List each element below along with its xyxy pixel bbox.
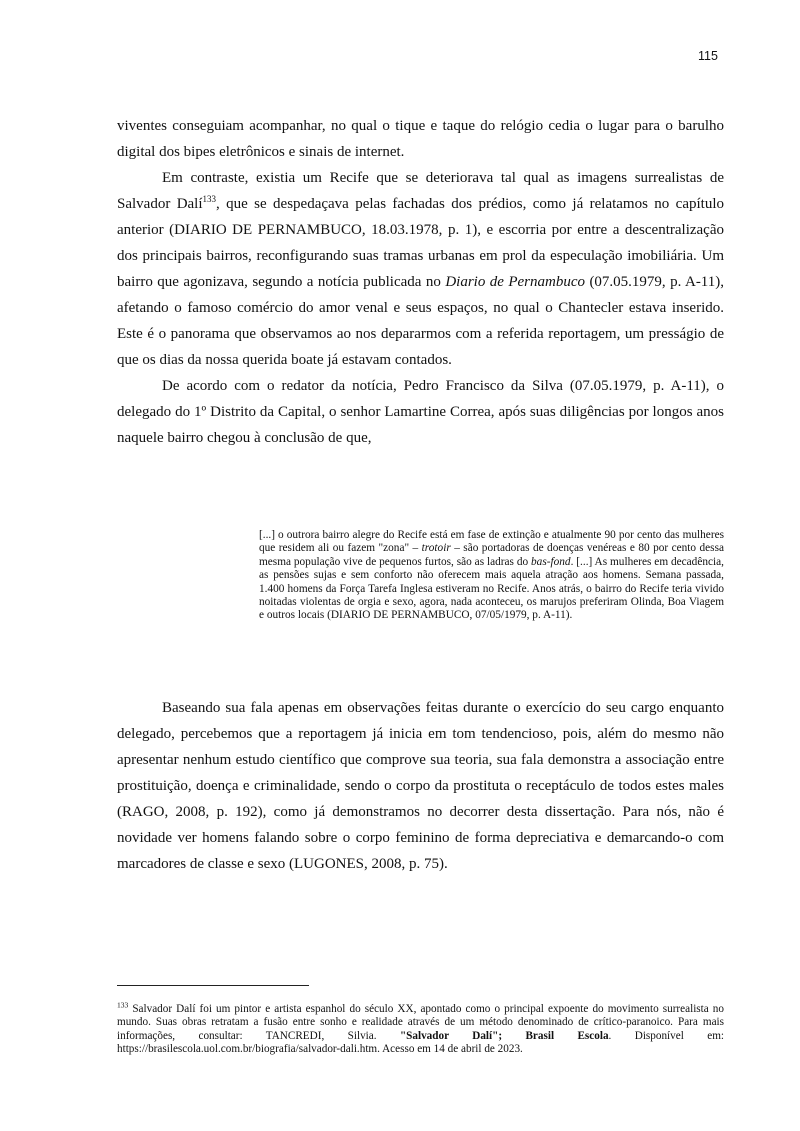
footnote-divider bbox=[117, 985, 309, 986]
footnote-marker: 133 bbox=[117, 1000, 129, 1010]
paragraph-text: De acordo com o redator da notícia, Pedro Francisco da Silva (07.05.1979, p. A-11), o delegado do 1º Distrito da Capital, o senhor Lamartine Correa, após suas diligências por longos anos naquele bairro chegou à conclusão de que, bbox=[117, 378, 724, 446]
quote-segment: . [...] As mulheres em decadência, as pensões sujas e sem conforto não oferecem mais aquela atração aos homens. Semana passada, 1.400 homens da Força Tarefa Inglesa estiveram no Recife. Anos atrás, o bairro do Recife teria vivido noitadas violentas de orgia e sexo, agora, nada aconteceu, os marujos preferiram Olinda, Boa Viagem e outros locais (DIARIO DE PERNAMBUCO, 07/05/1979, p. A-11). bbox=[259, 555, 724, 622]
footnote-segment: Salvador Dalí foi um pintor e artista espanhol do século XX, apontado como o principal expoente do movimento surrealista no mundo. Suas obras retratam a fusão entre sonho e realidade através de um método denominado de crítico-paranoico. Para mais informações, consultar: TANCREDI, Silvia. bbox=[117, 1003, 724, 1042]
footnote-segment[interactable]: . Disponível em: https://brasilescola.uol.com.br/biografia/salvador-dali.htm. Acesso em 14 de abril de 2023. bbox=[117, 1029, 725, 1055]
paragraph-analysis bbox=[117, 695, 724, 877]
paragraph-text: , que se despedaçava pelas fachadas dos prédios, como já relatamos no capítulo anterior (DIARIO DE PERNAMBUCO, 18.03.1978, p. 1), e escorria por entre a descentralização dos principais bairros, reconfigurando suas tramas urbanas em prol da especulação imobiliária. Um bairro que agonizava, segundo a notícia publicada no bbox=[117, 196, 724, 290]
footnote-text bbox=[117, 1000, 725, 1056]
paragraph-redator bbox=[117, 373, 724, 451]
body-text-upper bbox=[117, 113, 724, 451]
paragraph-text: Baseando sua fala apenas em observações feitas durante o exercício do seu cargo enquanto delegado, percebemos que a reportagem já inicia em tom tendencioso, pois, além do mesmo não apresentar nenhum estudo científico que comprove sua teoria, sua fala demonstra a associação entre prostituição, doença e criminalidade, sendo o corpo da prostituta o receptáculo de todos estes males (RAGO, 2008, p. 192), como já demonstramos no decorrer desta dissertação. Para nós, não é novidade ver homens falando sobre o corpo feminino de forma depreciativa e demarcando-o com marcadores de classe e sexo (LUGONES, 2008, p. 75). bbox=[117, 700, 724, 872]
footnote-reference[interactable]: 133 bbox=[202, 194, 217, 204]
paragraph-text: (07.05.1979, p. A-11), afetando o famoso comércio do amor venal e seus espaços, no qual o Chantecler estava inserido. Este é o panorama que observamos ao nos depararmos com a referida reportagem, um presságio de que os dias da nossa querida boate já estavam contados. bbox=[117, 274, 724, 368]
paragraph-recife-contrast bbox=[117, 165, 724, 373]
footnote bbox=[117, 992, 724, 1067]
quote-italic-term: trotoir bbox=[421, 542, 451, 555]
quote-segment: – são portadoras de doenças venéreas e 80 por cento dessa mesma população vive de pequenos furtos, são as ladras do bbox=[259, 542, 724, 568]
quote-italic-term: bas-fond bbox=[531, 555, 571, 568]
newspaper-title: Diario de Pernambuco bbox=[445, 274, 585, 290]
body-text-lower bbox=[117, 695, 724, 877]
quote-segment: [...] o outrora bairro alegre do Recife está em fase de extinção e atualmente 90 por cento das mulheres que residem ali ou fazem "zona" – bbox=[259, 529, 724, 555]
footnote-source-title: "Salvador Dalí"; Brasil Escola bbox=[399, 1029, 609, 1042]
quote-text bbox=[259, 529, 724, 623]
block-quote bbox=[259, 529, 724, 623]
page-number: 115 bbox=[698, 49, 718, 63]
paragraph-continuation bbox=[117, 113, 724, 165]
paragraph-text: Em contraste, existia um Recife que se deteriorava tal qual as imagens surrealistas de Salvador Dalí bbox=[117, 170, 724, 212]
paragraph-text: viventes conseguiam acompanhar, no qual o tique e taque do relógio cedia o lugar para o barulho digital dos bipes eletrônicos e sinais de internet. bbox=[117, 118, 724, 160]
